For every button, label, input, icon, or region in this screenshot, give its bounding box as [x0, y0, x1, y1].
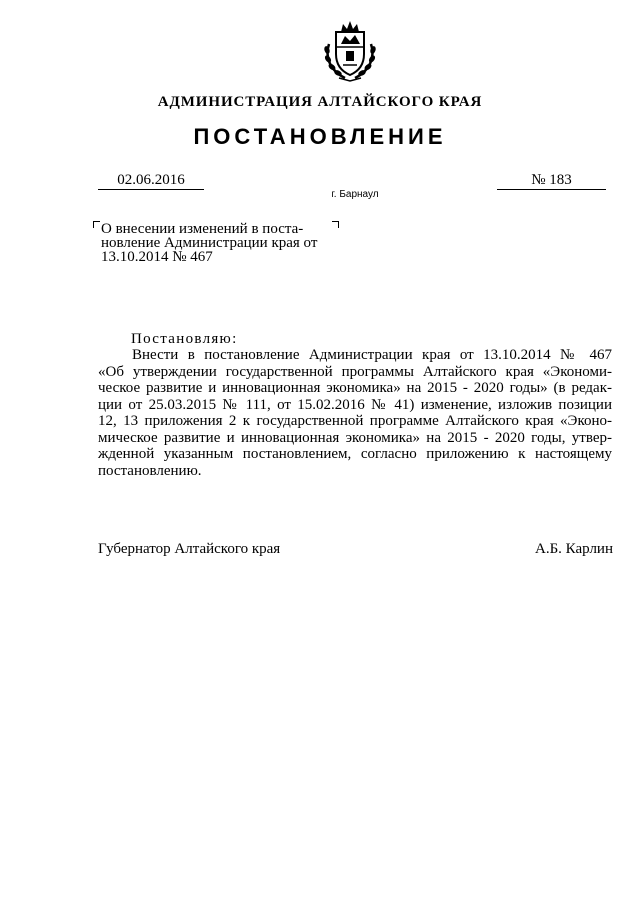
body-paragraph: [98, 347, 612, 479]
body-line: Внести в постановление Администрации края от 13.10.2014 № 467: [132, 347, 612, 363]
document-type: ПОСТАНОВЛЕНИЕ: [193, 124, 447, 149]
coat-of-arms-icon: [315, 14, 385, 84]
body-line: 12, 13 приложения 2 к государственной программе Алтайского края «Эконо-: [98, 413, 612, 429]
body-line: постановлению.: [98, 462, 202, 479]
subject-line: 13.10.2014 № 467: [101, 249, 213, 265]
subject-line: О внесении изменений в поста-: [101, 221, 304, 237]
decree-word: Постановляю:: [131, 331, 238, 347]
city: г. Барнаул: [331, 189, 379, 200]
body-line: ции от 25.03.2015 № 111, от 15.02.2016 № 41) изменение, изложив позиции: [98, 396, 612, 413]
document-number: № 183: [497, 172, 606, 190]
subject-block: [101, 222, 333, 264]
organization-name: АДМИНИСТРАЦИЯ АЛТАЙСКОГО КРАЯ: [157, 94, 483, 110]
signatory-position: Губернатор Алтайского края: [98, 541, 281, 557]
body-line: «Об утверждении государственной программы Алтайского края «Экономи-: [98, 363, 612, 380]
body-line: мическое развитие и инновационная экономика» на 2015 - 2020 годы, утвер-: [98, 429, 612, 446]
body-line: ческое развитие и инновационная экономика» на 2015 - 2020 годы» (в редак-: [98, 380, 612, 396]
subject-bracket-right: [332, 221, 339, 228]
subject-bracket-left: [93, 221, 100, 228]
subject-line: новление Администрации края от: [101, 235, 318, 251]
document-date: 02.06.2016: [98, 172, 204, 190]
body-line: жденной указанным постановлением, согласно приложению к настоящему: [98, 446, 612, 462]
signatory-name: А.Б. Карлин: [534, 541, 613, 557]
